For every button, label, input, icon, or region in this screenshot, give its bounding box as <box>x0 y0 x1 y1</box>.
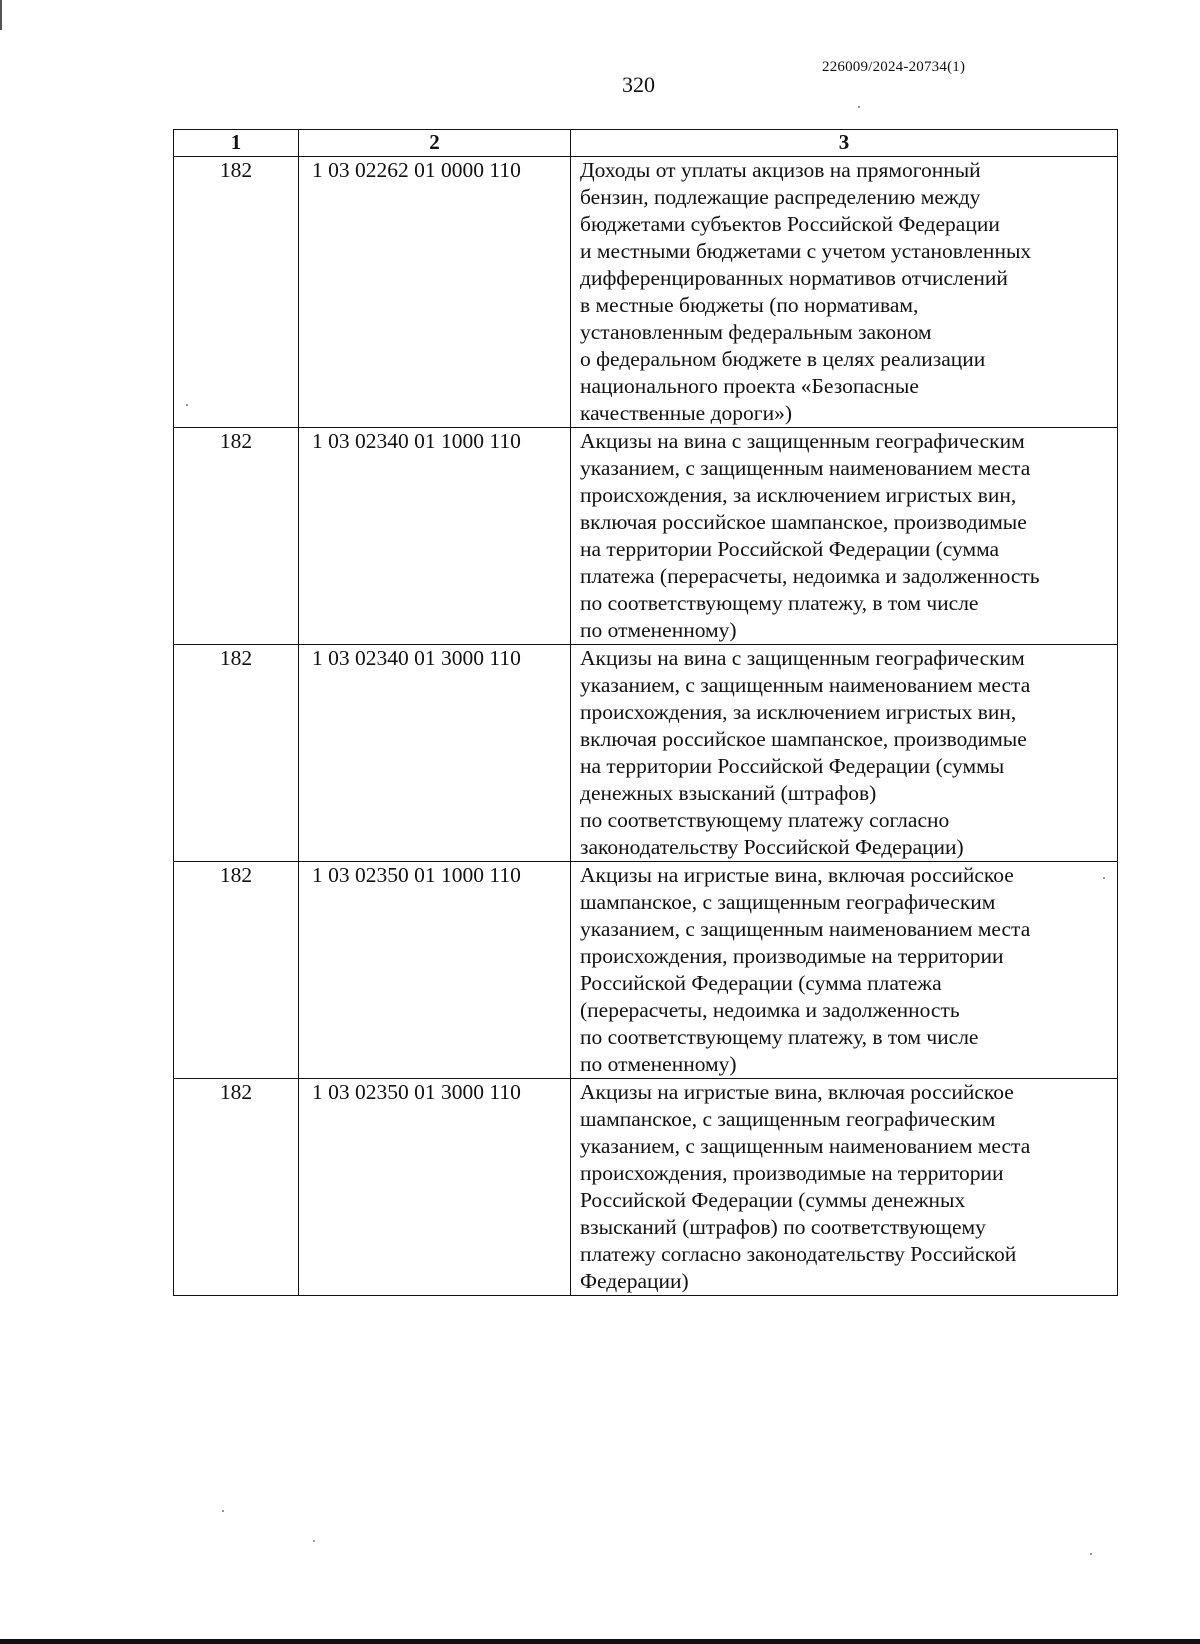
admin-code-cell: 182 <box>174 157 299 428</box>
description-line: происхождения, за исключением игристых вин, <box>580 700 1017 724</box>
scan-bottom-edge <box>0 1639 1200 1644</box>
description-line: на территории Российской Федерации (сумма <box>580 537 1000 561</box>
description-line: дифференцированных нормативов отчислений <box>580 266 1008 290</box>
description-line: Российской Федерации (сумма платежа <box>580 971 942 995</box>
description-line: шампанское, с защищенным географическим <box>580 890 996 914</box>
table-row <box>174 645 1118 862</box>
table-row <box>174 157 1118 428</box>
description-line: качественные дороги») <box>580 401 792 425</box>
page-number: 320 <box>622 72 655 97</box>
description-line: шампанское, с защищенным географическим <box>580 1107 996 1131</box>
admin-code-cell: 182 <box>174 428 299 645</box>
revenue-description-cell <box>571 428 1118 645</box>
revenue-description-cell <box>571 862 1118 1079</box>
document-registration-number: 226009/2024-20734(1) <box>822 59 966 75</box>
description-line: Доходы от уплаты акцизов на прямогонный <box>580 158 981 182</box>
description-line: включая российское шампанское, производимые <box>580 727 1027 751</box>
admin-code-cell: 182 <box>174 1079 299 1296</box>
description-line: по соответствующему платежу, в том числе <box>580 591 979 615</box>
table-row <box>174 428 1118 645</box>
revenue-description-cell <box>571 157 1118 428</box>
scan-speck <box>186 404 188 406</box>
description-line: законодательству Российской Федерации) <box>580 835 964 859</box>
description-line: платежа (перерасчеты, недоимка и задолженность <box>580 564 1040 588</box>
description-line: бензин, подлежащие распределению между <box>580 185 981 209</box>
description-line: по отмененному) <box>580 618 737 642</box>
description-line: Акцизы на игристые вина, включая российское <box>580 1080 1014 1104</box>
description-line: (перерасчеты, недоимка и задолженность <box>580 998 960 1022</box>
description-line: происхождения, производимые на территории <box>580 1161 1004 1185</box>
description-line: взысканий (штрафов) по соответствующему <box>580 1215 986 1239</box>
description-line: указанием, с защищенным наименованием места <box>580 673 1031 697</box>
description-line: денежных взысканий (штрафов) <box>580 781 877 805</box>
column-header-3: 3 <box>571 130 1118 157</box>
column-header-2: 2 <box>299 130 571 157</box>
description-line: национального проекта «Безопасные <box>580 374 919 398</box>
description-line: платежу согласно законодательству Российской <box>580 1242 1017 1266</box>
revenue-description-cell <box>571 645 1118 862</box>
description-line: происхождения, за исключением игристых вин, <box>580 483 1017 507</box>
description-line: происхождения, производимые на территории <box>580 944 1004 968</box>
scan-speck <box>1090 1553 1092 1555</box>
scan-speck <box>1103 877 1105 879</box>
description-line: по соответствующему платежу согласно <box>580 808 950 832</box>
budget-classification-table <box>173 129 1118 1296</box>
description-line: о федеральном бюджете в целях реализации <box>580 347 986 371</box>
description-line: в местные бюджеты (по нормативам, <box>580 293 919 317</box>
admin-code-cell: 182 <box>174 862 299 1079</box>
budget-classification-code-cell: 1 03 02340 01 3000 110 <box>299 645 571 862</box>
description-line: указанием, с защищенным наименованием места <box>580 1134 1031 1158</box>
table-row <box>174 1079 1118 1296</box>
description-line: указанием, с защищенным наименованием места <box>580 917 1031 941</box>
budget-classification-code-cell: 1 03 02350 01 1000 110 <box>299 862 571 1079</box>
column-header-1: 1 <box>174 130 299 157</box>
description-line: установленным федеральным законом <box>580 320 932 344</box>
scan-speck <box>858 106 860 108</box>
admin-code-cell: 182 <box>174 645 299 862</box>
table-body <box>174 157 1118 1296</box>
budget-classification-code-cell: 1 03 02350 01 3000 110 <box>299 1079 571 1296</box>
table-row <box>174 862 1118 1079</box>
description-line: по отмененному) <box>580 1052 737 1076</box>
revenue-description-cell <box>571 1079 1118 1296</box>
scan-speck <box>313 1540 315 1542</box>
scan-edge-mark <box>0 0 2 30</box>
description-line: включая российское шампанское, производимые <box>580 510 1027 534</box>
description-line: указанием, с защищенным наименованием места <box>580 456 1031 480</box>
budget-classification-code-cell: 1 03 02340 01 1000 110 <box>299 428 571 645</box>
table-header-row <box>174 130 1118 157</box>
description-line: Акцизы на вина с защищенным географическим <box>580 646 1025 670</box>
description-line: по соответствующему платежу, в том числе <box>580 1025 979 1049</box>
description-line: Федерации) <box>580 1269 689 1293</box>
description-line: Российской Федерации (суммы денежных <box>580 1188 966 1212</box>
description-line: Акцизы на игристые вина, включая российское <box>580 863 1014 887</box>
scan-speck <box>222 1510 224 1512</box>
description-line: и местными бюджетами с учетом установленных <box>580 239 1032 263</box>
description-line: на территории Российской Федерации (суммы <box>580 754 1005 778</box>
budget-classification-code-cell: 1 03 02262 01 0000 110 <box>299 157 571 428</box>
description-line: бюджетами субъектов Российской Федерации <box>580 212 1000 236</box>
description-line: Акцизы на вина с защищенным географическим <box>580 429 1025 453</box>
